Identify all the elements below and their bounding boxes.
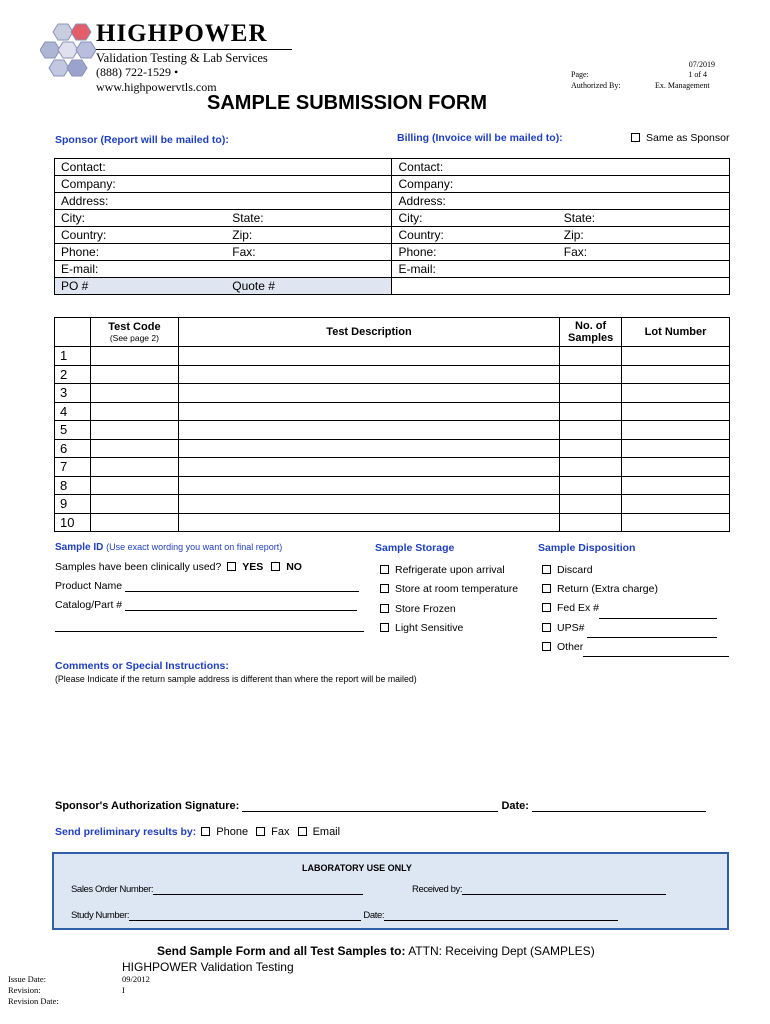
catalog-part-field[interactable]: Catalog/Part # [55, 599, 357, 611]
prelim-email-checkbox[interactable]: Email [298, 826, 341, 838]
billing-heading: Billing (Invoice will be mailed to): [397, 132, 563, 144]
clinical-use-question: Samples have been clinically used? YES NO [55, 561, 302, 573]
test-code-cell[interactable] [90, 439, 178, 458]
logo-company: HIGHPOWER [96, 20, 268, 47]
same-as-sponsor-label: Same as Sponsor [646, 132, 730, 144]
test-code-cell[interactable] [90, 458, 178, 477]
sponsor-heading: Sponsor (Report will be mailed to): [55, 134, 229, 146]
test-code-cell[interactable] [90, 365, 178, 384]
logo [40, 20, 300, 94]
tests-table [54, 317, 730, 532]
sponsor-address[interactable]: Address: [55, 193, 392, 210]
checkbox-icon [542, 603, 551, 612]
disposition-options [542, 561, 729, 657]
test-description-cell[interactable] [178, 347, 559, 366]
checkbox-icon [380, 604, 389, 613]
prelim-results-row: Send preliminary results by: Phone Fax Email [55, 826, 341, 838]
lot-number-cell[interactable] [622, 365, 730, 384]
checkbox-icon [201, 827, 210, 836]
sample-id-heading: Sample ID (Use exact wording you want on final report) [55, 542, 283, 553]
page-title: SAMPLE SUBMISSION FORM [207, 92, 488, 114]
test-description-cell[interactable] [178, 421, 559, 440]
checkbox-icon [256, 827, 265, 836]
test-description-cell[interactable] [178, 495, 559, 514]
table-row [55, 513, 730, 532]
signature-row: Sponsor's Authorization Signature: Date: [55, 800, 706, 812]
table-row [55, 439, 730, 458]
comments-area[interactable] [55, 690, 730, 790]
footer-revision-date-label: Revision Date: [8, 996, 59, 1006]
row-number: 9 [55, 495, 91, 514]
test-code-cell[interactable] [90, 476, 178, 495]
disposition-return[interactable]: Return (Extra charge) [542, 580, 729, 599]
test-code-cell[interactable] [90, 513, 178, 532]
row-number: 6 [55, 439, 91, 458]
disposition-ups[interactable]: UPS# [542, 619, 729, 638]
checkbox-icon [380, 584, 389, 593]
sponsor-contact[interactable]: Contact: [55, 159, 392, 176]
lab-use-box [52, 852, 729, 930]
no-of-samples-cell[interactable] [560, 384, 622, 403]
checkbox-icon [542, 565, 551, 574]
row-number-header [55, 318, 91, 347]
billing-company[interactable]: Company: [392, 176, 730, 193]
comments-heading: Comments or Special Instructions: [55, 660, 229, 672]
signature-date-field[interactable] [532, 811, 706, 812]
test-description-cell[interactable] [178, 439, 559, 458]
checkbox-icon [542, 584, 551, 593]
lot-number-cell[interactable] [622, 495, 730, 514]
lab-use-heading: LABORATORY USE ONLY [302, 863, 412, 873]
lot-number-header: Lot Number [622, 318, 730, 347]
sponsor-zip[interactable]: Zip: [226, 227, 392, 244]
contact-table [54, 158, 730, 295]
test-code-cell[interactable] [90, 495, 178, 514]
test-code-cell[interactable] [90, 421, 178, 440]
billing-contact[interactable]: Contact: [392, 159, 730, 176]
sponsor-city[interactable]: City: [55, 210, 227, 227]
billing-email[interactable]: E-mail: [392, 261, 730, 278]
no-of-samples-cell[interactable] [560, 365, 622, 384]
sponsor-company[interactable]: Company: [55, 176, 392, 193]
hexagon-logo-icon [40, 22, 96, 80]
lot-number-cell[interactable] [622, 421, 730, 440]
lot-number-cell[interactable] [622, 458, 730, 477]
row-number: 1 [55, 347, 91, 366]
table-row [55, 347, 730, 366]
product-name-field[interactable]: Product Name [55, 580, 359, 592]
storage-options [380, 561, 518, 638]
test-description-cell[interactable] [178, 458, 559, 477]
lot-number-cell[interactable] [622, 347, 730, 366]
page-label: Page: [571, 70, 589, 79]
table-row [55, 365, 730, 384]
row-number: 5 [55, 421, 91, 440]
test-code-cell[interactable] [90, 402, 178, 421]
page-value: 1 of 4 [688, 70, 707, 79]
checkbox-icon [271, 562, 280, 571]
logo-contact-line: (888) 722-1529 • www.highpowervtls.com [96, 65, 217, 94]
sample-id-extra-line[interactable] [55, 617, 364, 632]
table-row [55, 402, 730, 421]
table-row [55, 384, 730, 403]
sponsor-email[interactable]: E-mail: [55, 261, 392, 278]
test-code-cell[interactable] [90, 347, 178, 366]
disposition-fedex[interactable]: Fed Ex # [542, 599, 729, 618]
prelim-fax-checkbox[interactable]: Fax [256, 826, 289, 838]
yes-checkbox[interactable]: YES [227, 561, 263, 573]
checkbox-icon [631, 133, 640, 142]
billing-state[interactable]: State: [558, 210, 730, 227]
no-checkbox[interactable]: NO [271, 561, 302, 573]
table-row [55, 458, 730, 477]
no-of-samples-cell[interactable] [560, 458, 622, 477]
no-of-samples-cell[interactable] [560, 439, 622, 458]
lot-number-cell[interactable] [622, 513, 730, 532]
no-of-samples-cell[interactable] [560, 476, 622, 495]
test-description-cell[interactable] [178, 476, 559, 495]
billing-zip[interactable]: Zip: [558, 227, 730, 244]
checkbox-icon [380, 623, 389, 632]
authorized-label: Authorized By: [571, 81, 621, 90]
checkbox-icon [542, 642, 551, 651]
checkbox-icon [380, 565, 389, 574]
test-code-cell[interactable] [90, 384, 178, 403]
footer-revision-value: I [122, 985, 125, 995]
billing-fax[interactable]: Fax: [558, 244, 730, 261]
no-of-samples-cell[interactable] [560, 402, 622, 421]
quote-number[interactable]: Quote # [226, 278, 392, 295]
checkbox-icon [542, 623, 551, 632]
sample-storage-heading: Sample Storage [375, 542, 455, 554]
no-of-samples-cell[interactable] [560, 421, 622, 440]
checkbox-icon [298, 827, 307, 836]
test-description-cell[interactable] [178, 365, 559, 384]
test-code-header: Test Code (See page 2) [90, 318, 178, 347]
send-to-line: Send Sample Form and all Test Samples to: ATTN: Receiving Dept (SAMPLES) [157, 944, 595, 958]
storage-option-refrigerate[interactable]: Refrigerate upon arrival [380, 561, 518, 580]
table-row [55, 495, 730, 514]
no-of-samples-cell[interactable] [560, 347, 622, 366]
footer-issue-value: 09/2012 [122, 974, 150, 984]
sample-disposition-heading: Sample Disposition [538, 542, 636, 554]
storage-option-room-temperature[interactable]: Store at room temperature [380, 580, 518, 599]
signature-field[interactable] [242, 811, 498, 812]
storage-option-frozen[interactable]: Store Frozen [380, 600, 518, 619]
lot-number-cell[interactable] [622, 476, 730, 495]
footer-issue-label: Issue Date: [8, 974, 47, 984]
received-by-field[interactable]: Received by: [412, 884, 666, 895]
footer-company: HIGHPOWER Validation Testing [122, 960, 294, 974]
sponsor-fax[interactable]: Fax: [226, 244, 392, 261]
no-of-samples-cell[interactable] [560, 495, 622, 514]
billing-blank [392, 278, 730, 295]
study-number-field[interactable]: Study Number: Date: [71, 910, 618, 921]
disposition-discard[interactable]: Discard [542, 561, 729, 580]
checkbox-icon [227, 562, 236, 571]
billing-country[interactable]: Country: [392, 227, 558, 244]
doc-date: 07/2019 [688, 60, 715, 69]
prelim-phone-checkbox[interactable]: Phone [201, 826, 248, 838]
footer-revision-label: Revision: [8, 985, 41, 995]
row-number: 2 [55, 365, 91, 384]
table-row [55, 476, 730, 495]
test-description-cell[interactable] [178, 513, 559, 532]
disposition-other[interactable]: Other [542, 638, 729, 657]
po-number[interactable]: PO # [55, 278, 227, 295]
sponsor-state[interactable]: State: [226, 210, 392, 227]
test-description-header: Test Description [178, 318, 559, 347]
lot-number-cell[interactable] [622, 439, 730, 458]
same-as-sponsor-checkbox[interactable] [631, 132, 729, 144]
comments-note: (Please Indicate if the return sample address is different than where the report will be mailed) [55, 674, 417, 684]
row-number: 3 [55, 384, 91, 403]
row-number: 7 [55, 458, 91, 477]
row-number: 4 [55, 402, 91, 421]
no-of-samples-cell[interactable] [560, 513, 622, 532]
billing-phone[interactable]: Phone: [392, 244, 558, 261]
table-row [55, 421, 730, 440]
billing-city[interactable]: City: [392, 210, 558, 227]
lot-number-cell[interactable] [622, 402, 730, 421]
storage-option-light-sensitive[interactable]: Light Sensitive [380, 619, 518, 638]
test-description-cell[interactable] [178, 384, 559, 403]
sponsor-phone[interactable]: Phone: [55, 244, 227, 261]
logo-subtitle: Validation Testing & Lab Services [96, 51, 268, 65]
lot-number-cell[interactable] [622, 384, 730, 403]
sales-order-field[interactable]: Sales Order Number: [71, 884, 363, 895]
row-number: 8 [55, 476, 91, 495]
row-number: 10 [55, 513, 91, 532]
no-of-samples-header: No. of Samples [560, 318, 622, 347]
sponsor-country[interactable]: Country: [55, 227, 227, 244]
billing-address[interactable]: Address: [392, 193, 730, 210]
authorized-value: Ex. Management [655, 81, 710, 90]
test-description-cell[interactable] [178, 402, 559, 421]
